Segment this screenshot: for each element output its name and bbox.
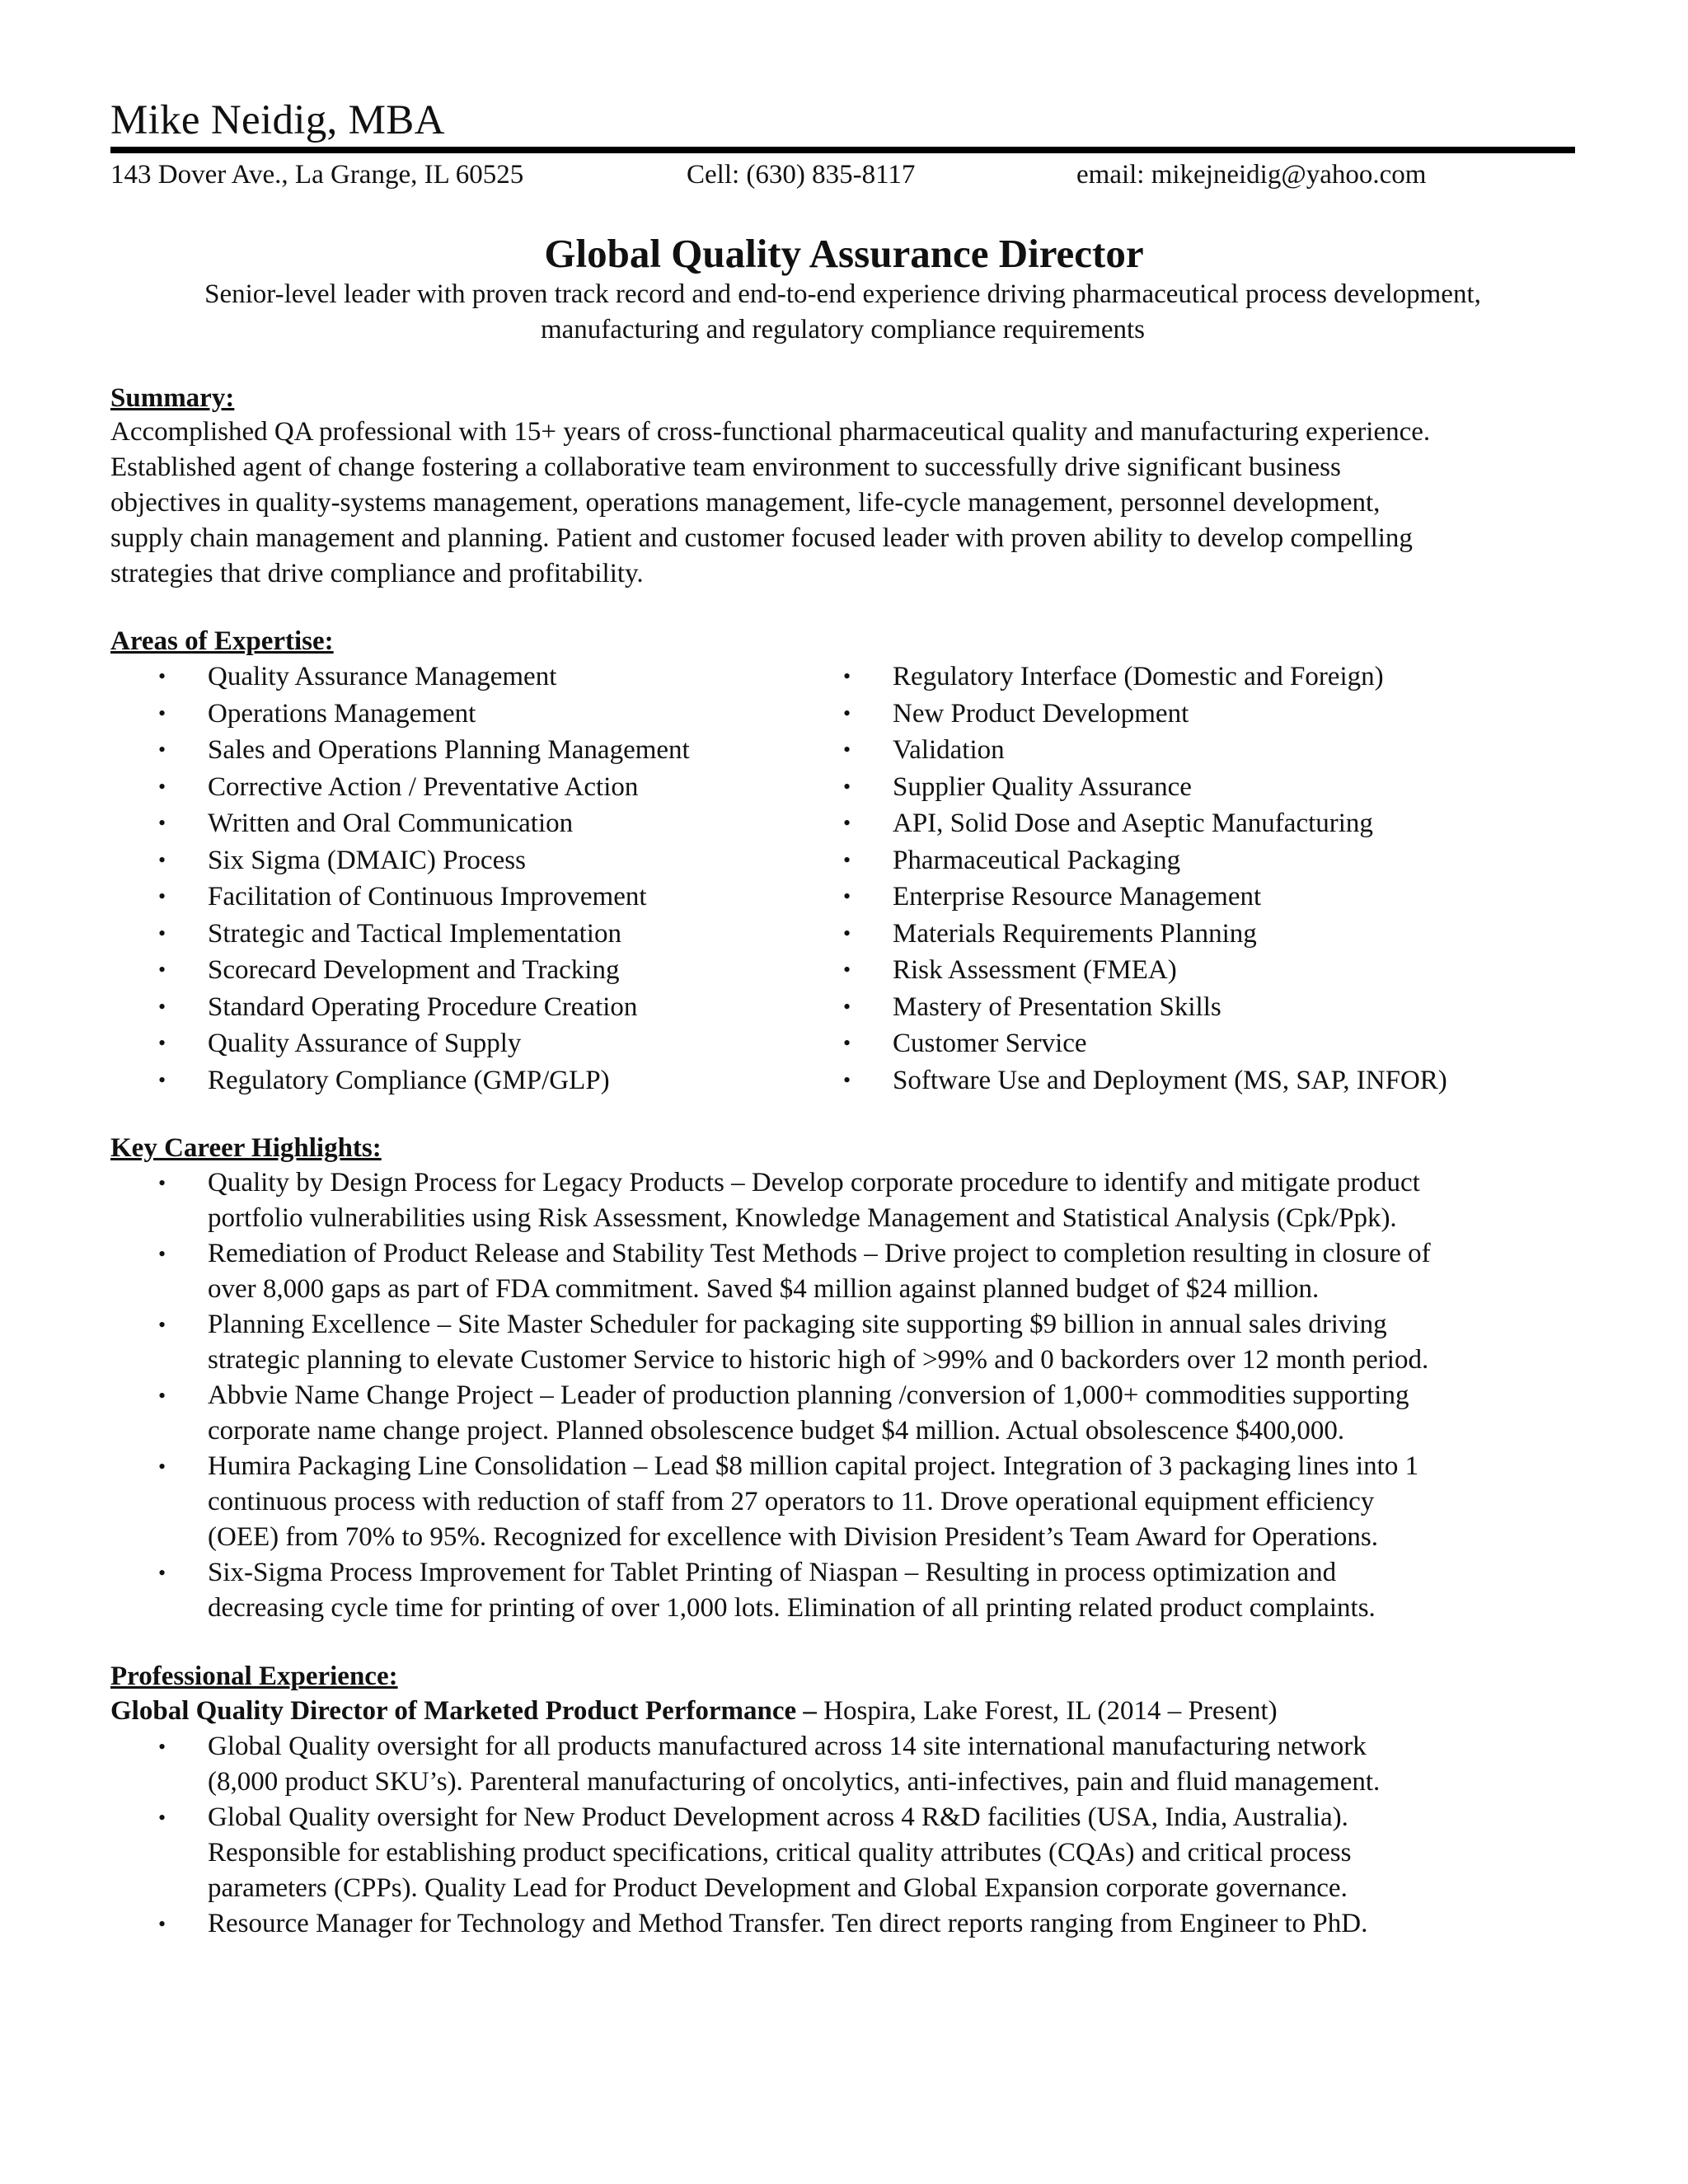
bullet-icon: • — [843, 994, 851, 1019]
job-heading — [110, 1694, 1278, 1729]
bullet-icon: • — [843, 774, 851, 799]
list-item — [158, 1906, 1380, 1942]
highlight-line: corporate name change project. Planned obsolescence budget $4 million. Actual obsolescence $400,000. — [208, 1416, 1345, 1446]
bullet-icon: • — [158, 1067, 166, 1092]
bullet-icon: • — [158, 664, 166, 688]
list-item — [158, 1236, 1431, 1307]
highlights-list — [158, 1165, 1431, 1626]
list-item — [843, 842, 1447, 879]
list-item — [843, 916, 1447, 953]
expertise-label: Corrective Action / Preventative Action — [208, 771, 639, 802]
bullet-icon: • — [158, 811, 166, 835]
tagline-line: manufacturing and regulatory compliance requirements — [540, 315, 1146, 344]
experience-line: parameters (CPPs). Quality Lead for Product Development and Global Expansion corporate governance. — [208, 1873, 1348, 1903]
bullet-icon: • — [158, 1455, 166, 1479]
experience-line: (8,000 product SKU’s). Parenteral manufacturing of oncolytics, anti-infectives, pain and fluid management. — [208, 1767, 1381, 1797]
expertise-label: API, Solid Dose and Aseptic Manufacturing — [893, 808, 1373, 838]
expertise-label: Operations Management — [208, 698, 476, 729]
expertise-label: Customer Service — [893, 1029, 1087, 1058]
highlight-line: portfolio vulnerabilities using Risk Assessment, Knowledge Management and Statistical Analysis (Cpk/Ppk). — [208, 1203, 1397, 1233]
list-item — [158, 696, 690, 733]
list-item — [158, 732, 690, 769]
bullet-icon: • — [158, 738, 166, 762]
highlight-line: (OEE) from 70% to 95%. Recognized for excellence with Division President’s Team Award for Operations. — [208, 1522, 1378, 1552]
highlight-line: Remediation of Product Release and Stability Test Methods – Drive project to completion resulting in closure of — [208, 1239, 1431, 1268]
expertise-list-left — [158, 658, 690, 1099]
bullet-icon: • — [158, 921, 166, 945]
highlights-heading: Key Career Highlights: — [110, 1133, 382, 1163]
bullet-icon: • — [843, 958, 851, 982]
highlight-line: Quality by Design Process for Legacy Products – Develop corporate procedure to identify and mitigate product — [208, 1168, 1420, 1197]
bullet-icon: • — [843, 1067, 851, 1092]
contact-cell: Cell: (630) 835-8117 — [687, 160, 916, 190]
bullet-icon: • — [843, 884, 851, 908]
bullet-icon: • — [158, 1806, 166, 1830]
contact-address: 143 Dover Ave., La Grange, IL 60525 — [110, 160, 524, 190]
bullet-icon: • — [158, 884, 166, 908]
bullet-icon: • — [158, 1384, 166, 1408]
experience-heading: Professional Experience: — [110, 1661, 398, 1691]
expertise-label: Strategic and Tactical Implementation — [208, 918, 621, 949]
summary-line: Established agent of change fostering a collaborative team environment to successfully drive significant business — [110, 452, 1341, 482]
list-item — [158, 769, 690, 806]
contact-email: email: mikejneidig@yahoo.com — [1076, 160, 1427, 190]
bullet-icon: • — [843, 811, 851, 835]
expertise-label: New Product Development — [893, 698, 1189, 729]
bullet-icon: • — [843, 921, 851, 945]
expertise-label: Enterprise Resource Management — [893, 882, 1262, 912]
expertise-label: Standard Operating Procedure Creation — [208, 991, 638, 1022]
expertise-label: Mastery of Presentation Skills — [893, 991, 1221, 1022]
bullet-icon: • — [843, 701, 851, 725]
list-item — [158, 658, 690, 696]
list-item — [843, 696, 1447, 733]
highlight-line: Six-Sigma Process Improvement for Tablet Printing of Niaspan – Resulting in process optimization and — [208, 1558, 1337, 1587]
highlight-line: Planning Excellence – Site Master Scheduler for packaging site supporting $9 billion in annual sales driving — [208, 1310, 1387, 1339]
bullet-icon: • — [843, 738, 851, 762]
list-item — [158, 1449, 1431, 1555]
experience-list — [158, 1729, 1381, 1942]
expertise-label: Written and Oral Communication — [208, 808, 574, 838]
highlight-line: decreasing cycle time for printing of over 1,000 lots. Elimination of all printing related product complaints. — [208, 1593, 1376, 1623]
job-details: Hospira, Lake Forest, IL (2014 – Present) — [816, 1696, 1278, 1726]
expertise-label: Software Use and Deployment (MS, SAP, INFOR) — [893, 1065, 1447, 1095]
list-item — [158, 1378, 1431, 1449]
expertise-label: Sales and Operations Planning Management — [208, 735, 690, 765]
list-item — [158, 1307, 1431, 1378]
tagline-line: Senior-level leader with proven track record and end-to-end experience driving pharmaceutical process development, — [204, 279, 1481, 309]
expertise-label: Regulatory Compliance (GMP/GLP) — [208, 1065, 610, 1095]
list-item — [843, 952, 1447, 989]
summary-heading: Summary: — [110, 383, 235, 413]
summary-line: objectives in quality-systems management, operations management, life-cycle management, personnel development, — [110, 488, 1381, 518]
list-item — [158, 1165, 1431, 1236]
list-item — [158, 879, 690, 916]
bullet-icon: • — [158, 958, 166, 982]
list-item — [843, 879, 1447, 916]
list-item — [158, 1800, 1380, 1906]
list-item — [158, 1025, 690, 1062]
list-item — [158, 1062, 690, 1099]
list-item — [158, 989, 690, 1026]
summary-line: strategies that drive compliance and profitability. — [110, 559, 644, 588]
header-divider — [110, 147, 1575, 153]
summary-line: supply chain management and planning. Patient and customer focused leader with proven ability to develop compelling — [110, 523, 1413, 553]
expertise-label: Validation — [893, 735, 1005, 765]
bullet-icon: • — [843, 847, 851, 872]
expertise-label: Supplier Quality Assurance — [893, 771, 1192, 802]
highlight-line: strategic planning to elevate Customer Service to historic high of >99% and 0 backorders over 12 month period. — [208, 1345, 1429, 1375]
experience-line: Global Quality oversight for New Product Development across 4 R&D facilities (USA, India, Australia). — [208, 1802, 1348, 1832]
expertise-label: Pharmaceutical Packaging — [893, 845, 1181, 875]
list-item — [158, 805, 690, 842]
expertise-label: Facilitation of Continuous Improvement — [208, 882, 647, 912]
expertise-label: Materials Requirements Planning — [893, 918, 1257, 949]
expertise-list-right — [843, 658, 1447, 1099]
list-item — [843, 1025, 1447, 1062]
job-target-title: Global Quality Assurance Director — [544, 231, 1144, 276]
highlight-line: Humira Packaging Line Consolidation – Lead $8 million capital project. Integration of 3 packaging lines into 1 — [208, 1451, 1419, 1481]
list-item — [158, 842, 690, 879]
expertise-label: Scorecard Development and Tracking — [208, 955, 620, 985]
bullet-icon: • — [158, 1561, 166, 1585]
list-item — [158, 916, 690, 953]
highlight-line: continuous process with reduction of staff from 27 operators to 11. Drove operational equipment efficiency — [208, 1487, 1375, 1516]
list-item — [843, 805, 1447, 842]
summary-text — [110, 415, 1430, 592]
bullet-icon: • — [843, 1031, 851, 1055]
bullet-icon: • — [158, 701, 166, 725]
expertise-label: Six Sigma (DMAIC) Process — [208, 845, 526, 875]
list-item — [158, 1729, 1381, 1800]
bullet-icon: • — [158, 1313, 166, 1337]
tagline — [110, 277, 1575, 348]
expertise-label: Risk Assessment (FMEA) — [893, 955, 1177, 985]
bullet-icon: • — [158, 1735, 166, 1759]
experience-line: Responsible for establishing product specifications, critical quality attributes (CQAs) and critical process — [208, 1838, 1352, 1868]
list-item — [843, 658, 1447, 696]
expertise-heading: Areas of Expertise: — [110, 626, 334, 656]
expertise-label: Regulatory Interface (Domestic and Foreign) — [893, 662, 1384, 691]
bullet-icon: • — [158, 847, 166, 872]
bullet-icon: • — [158, 1912, 166, 1936]
experience-line: Global Quality oversight for all products manufactured across 14 site international manufacturing network — [208, 1732, 1367, 1761]
expertise-label: Quality Assurance of Supply — [208, 1029, 522, 1058]
bullet-icon: • — [158, 1171, 166, 1195]
candidate-name: Mike Neidig, MBA — [110, 97, 445, 143]
bullet-icon: • — [158, 1031, 166, 1055]
bullet-icon: • — [158, 994, 166, 1019]
highlight-line: Abbvie Name Change Project – Leader of production planning /conversion of 1,000+ commodities supporting — [208, 1380, 1409, 1410]
expertise-label: Quality Assurance Management — [208, 662, 557, 691]
summary-line: Accomplished QA professional with 15+ years of cross-functional pharmaceutical quality and manufacturing experience. — [110, 417, 1431, 447]
list-item — [158, 952, 690, 989]
experience-line: Resource Manager for Technology and Method Transfer. Ten direct reports ranging from Engineer to PhD. — [208, 1909, 1368, 1938]
bullet-icon: • — [158, 1242, 166, 1266]
bullet-icon: • — [843, 664, 851, 688]
list-item — [843, 769, 1447, 806]
list-item — [843, 989, 1447, 1026]
bullet-icon: • — [158, 774, 166, 799]
list-item — [843, 732, 1447, 769]
highlight-line: over 8,000 gaps as part of FDA commitment. Saved $4 million against planned budget of $24 million. — [208, 1274, 1320, 1304]
job-role: Global Quality Director of Marketed Product Performance – — [110, 1696, 817, 1726]
list-item — [843, 1062, 1447, 1099]
list-item — [158, 1555, 1431, 1626]
